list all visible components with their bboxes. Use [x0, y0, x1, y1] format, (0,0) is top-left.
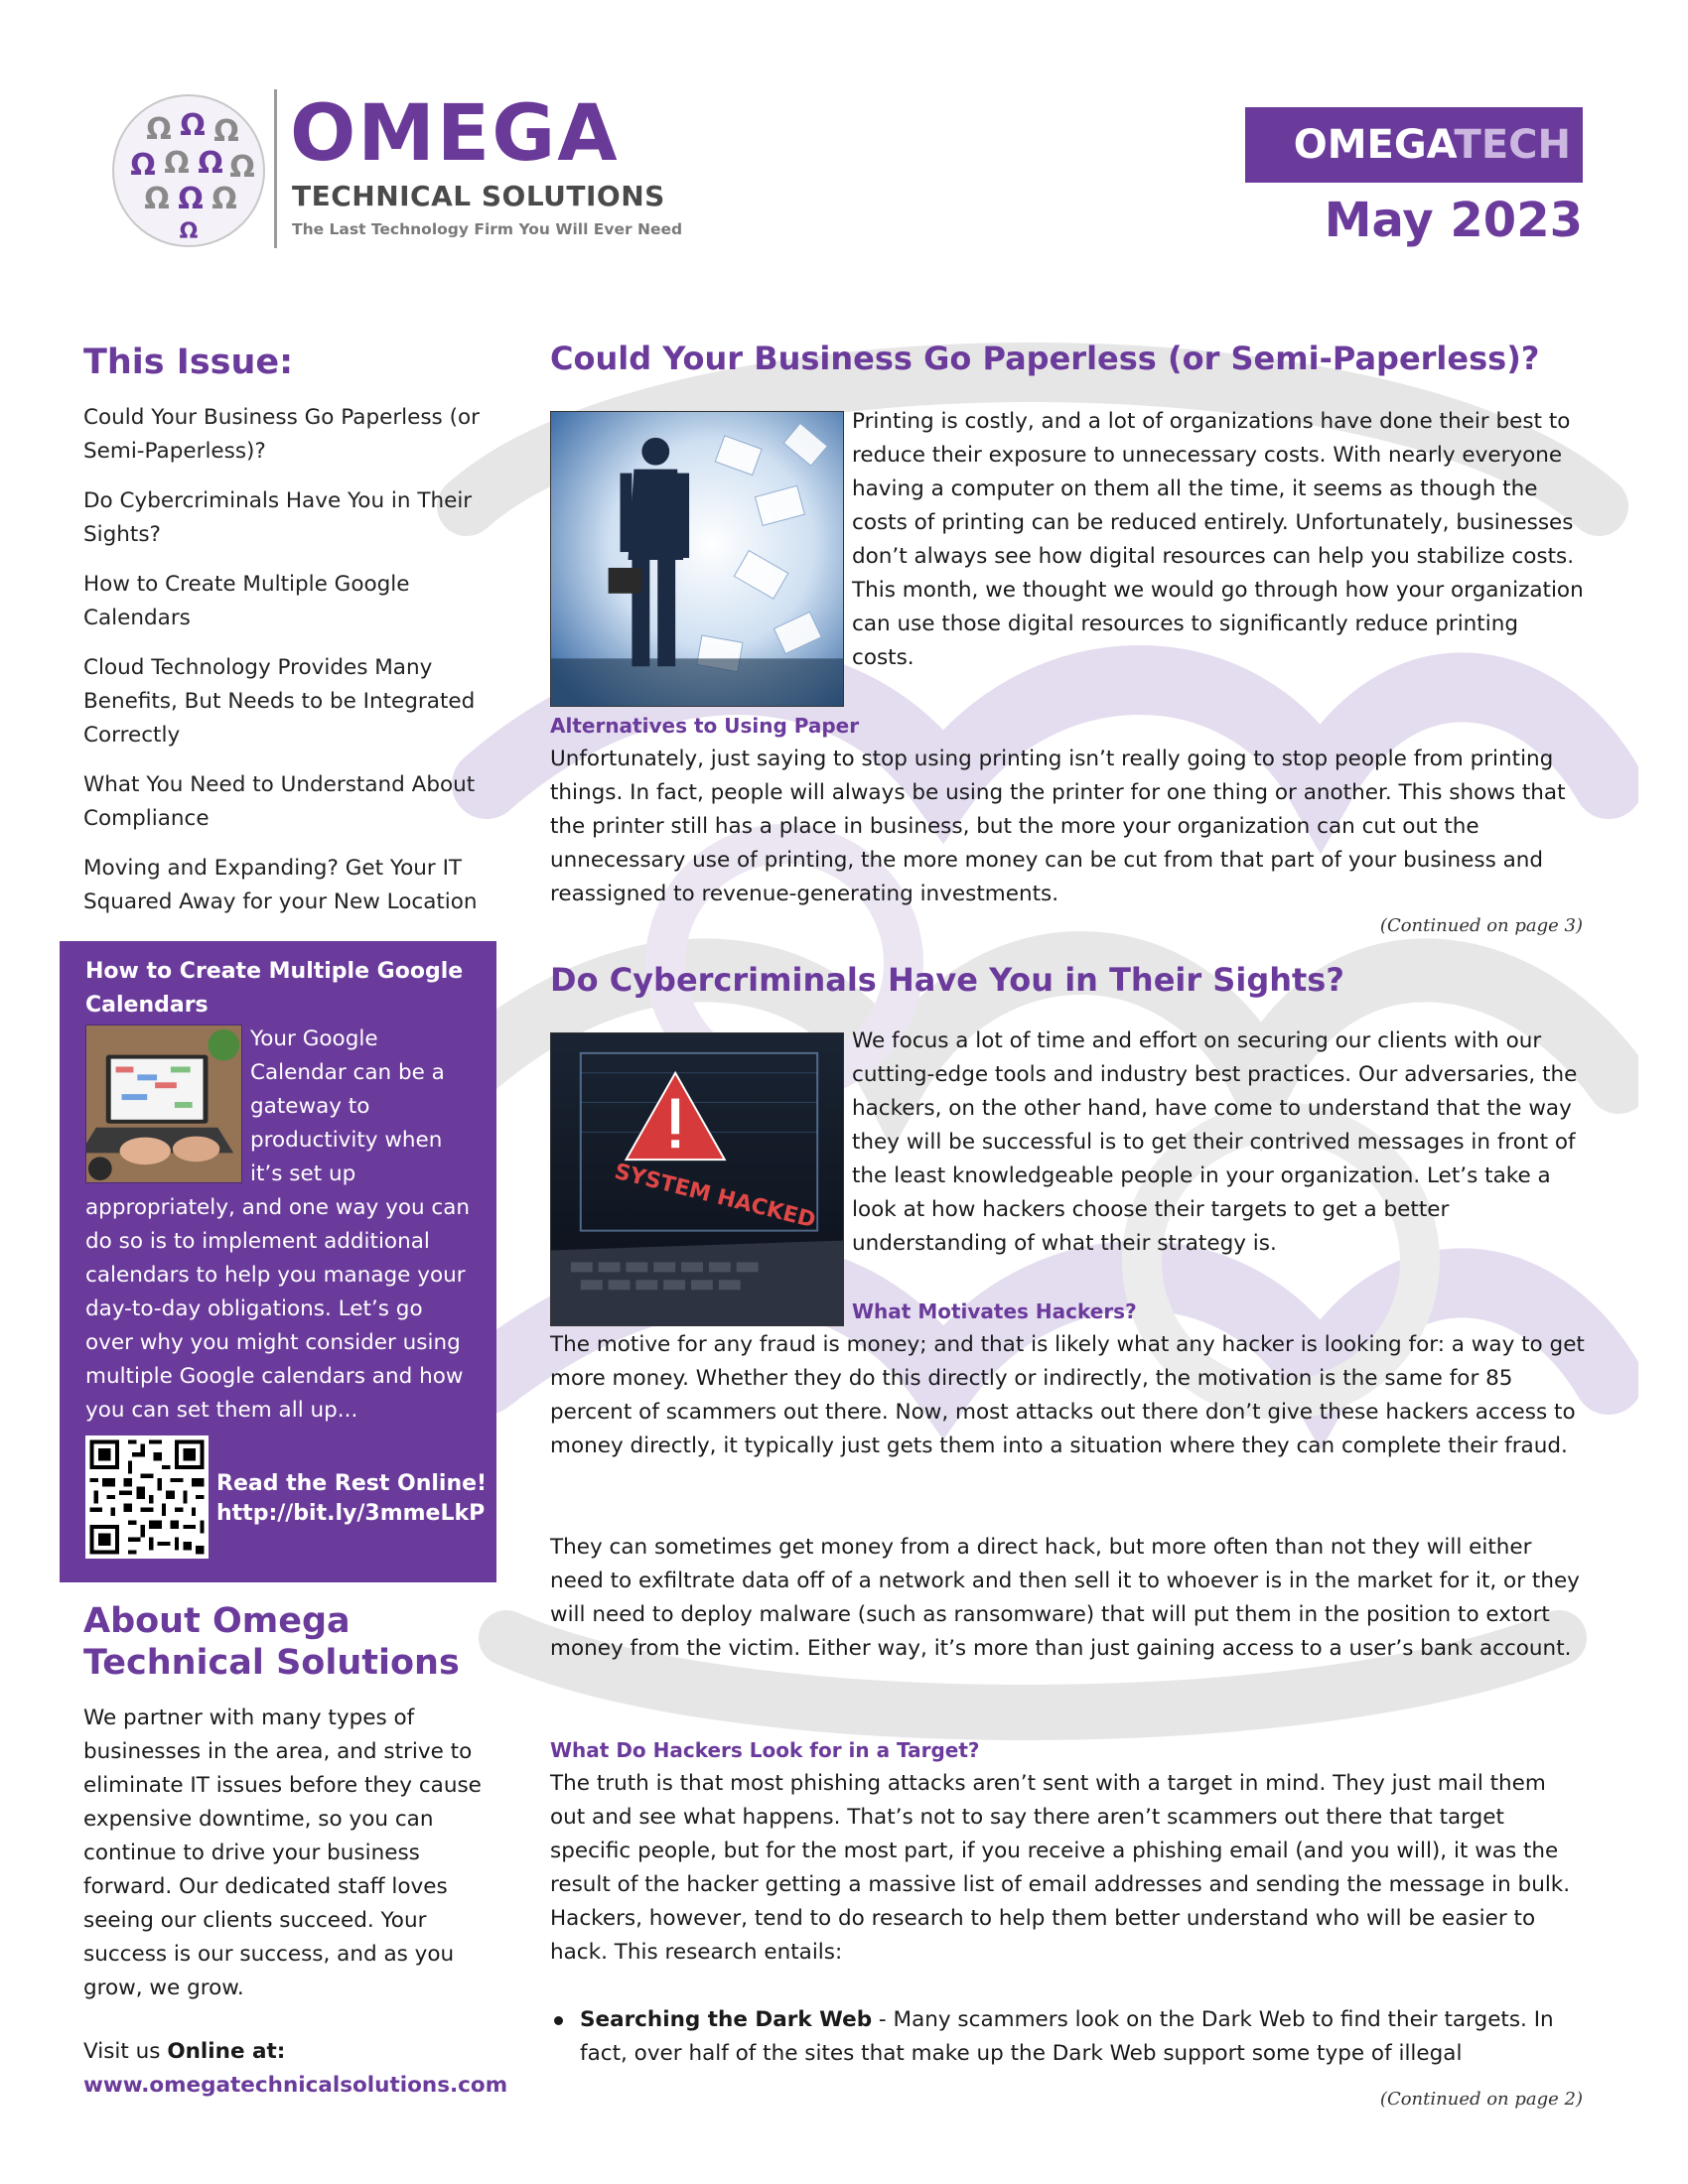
svg-text:Ω: Ω	[213, 114, 239, 149]
toc-item: Could Your Business Go Paperless (or Semi-Paperless)?	[83, 405, 480, 464]
list-item	[550, 2003, 1587, 2071]
read-more-label: Read the Rest Online!	[216, 1471, 488, 1496]
about-title	[83, 1600, 460, 1684]
article-cyber-subheading-targets: What Do Hackers Look for in a Target?	[550, 1738, 980, 1762]
article-cyber-continued: (Continued on page 2)	[1379, 2089, 1583, 2110]
toc-item: What You Need to Understand About Compliance	[83, 772, 476, 831]
svg-text:Ω: Ω	[144, 182, 170, 216]
logo-wordmark: OMEGA	[290, 89, 620, 179]
article-paperless-body: Unfortunately, just saying to stop using printing isn’t really going to stop people from printing things. In fact, people will always be using the printer for one thing or another. This shows that the printer still has a place in business, but the more your organization can cut out the unnecessary use of printing, the more money can be cut from that part of your business and reassigned to revenue-generating investments.	[550, 747, 1566, 906]
omega-globe-logo-icon	[109, 91, 268, 250]
svg-text:Ω: Ω	[229, 150, 255, 185]
visit-bold: Online at:	[167, 2039, 286, 2064]
svg-text:Ω: Ω	[164, 146, 190, 181]
bullet-text: - Many scammers look on the Dark Web to find their targets. In fact, over half of the sites that make up the Dark Web support some type of illegal	[580, 2007, 1554, 2066]
toc-title: This Issue:	[83, 342, 294, 382]
system-hacked-laptop-photo	[550, 1032, 844, 1326]
qr-code-icon[interactable]	[85, 1435, 209, 1559]
logo-subtitle: TECHNICAL SOLUTIONS	[292, 180, 665, 212]
toc-item: Moving and Expanding? Get Your IT Squared Away for your New Location	[83, 856, 478, 914]
article-paperless-continued: (Continued on page 3)	[1379, 915, 1583, 936]
article-cyber-body-3: The truth is that most phishing attacks aren’t sent with a target in mind. They just mail them out and see what happens. That’s not to say there aren’t scammers out there that target specific people, but for the most part, if you receive a phishing email (and you will), it was the result of the hacker getting a massive list of email addresses and sending the message in bulk. Hackers, however, tend to do research to help them better understand who will be easier to hack. This research entails:	[550, 1771, 1571, 1965]
feature-box-title: How to Create Multiple Google Calendars	[85, 959, 464, 1018]
article-cyber-title: Do Cybercriminals Have You in Their Sights?	[550, 961, 1344, 999]
article-paperless-subheading: Alternatives to Using Paper	[550, 714, 860, 738]
feature-box-text: Your Google Calendar can be a gateway to productivity when it’s set up appropriately, and one way you can do so is to implement additional calendars to help you manage your day-to-day obligations. Let’s go over why you might consider using multiple Google calendars and how you can set them all up...	[85, 1026, 471, 1423]
article-cyber-lead: We focus a lot of time and effort on securing our clients with our cutting-edge tools and industry best practices. Our adversaries, the hackers, on the other hand, have come to understand that the way they will be successful is to get their contrived messages in front of the least knowledgeable people in your organization. Let’s take a look at how hackers choose their targets to get a better understanding of what their strategy is.	[852, 1028, 1578, 1256]
logo-tagline: The Last Technology Firm You Will Ever Need	[292, 220, 683, 238]
article-paperless-lead: Printing is costly, and a lot of organizations have done their best to reduce their exposure to unnecessary costs. With nearly everyone having a computer on them all the time, it seems as though the costs of printing can be reduced entirely. Unfortunately, businesses don’t always see how digital resources can help you stabilize costs. This month, we thought we would go through how your organization can use those digital resources to significantly reduce printing costs.	[852, 409, 1584, 670]
issue-date: May 2023	[1324, 193, 1583, 248]
svg-text:Ω: Ω	[178, 182, 204, 216]
visit-line	[83, 2035, 285, 2069]
about-text: We partner with many types of businesses in the area, and strive to eliminate IT issues before they cause expensive downtime, so you can continue to drive your business forward. Our dedicated staff loves seeing our clients succeed. Your success is our success, and as you grow, we grow.	[83, 1706, 482, 2000]
laptop-calendar-photo	[85, 1024, 242, 1183]
read-more-block	[216, 1469, 487, 1529]
article-paperless-title: Could Your Business Go Paperless (or Semi-Paperless)?	[550, 340, 1540, 377]
article-cyber-body-1: The motive for any fraud is money; and that is likely what any hacker is looking for: a way to get more money. Whether they do this directly or indirectly, the motivation is the same for 85 percent of scammers out there. Now, most attacks out there don’t give these hackers access to money directly, it typically just gets them into a situation where they can complete their fraud.	[550, 1332, 1585, 1458]
toc-item: Do Cybercriminals Have You in Their Sights?	[83, 488, 473, 547]
about-title-line1: About Omega	[83, 1601, 351, 1641]
logo-divider	[274, 89, 277, 248]
feature-box-google-calendars	[60, 941, 496, 1582]
visit-prefix: Visit us	[83, 2039, 168, 2064]
svg-text:Ω: Ω	[146, 112, 172, 147]
toc-item: How to Create Multiple Google Calendars	[83, 572, 410, 630]
newsletter-brand	[1245, 107, 1583, 183]
read-more-link[interactable]: http://bit.ly/3mmeLkP	[216, 1501, 486, 1526]
brand-part-tech: TECH	[1454, 122, 1571, 168]
svg-text:Ω: Ω	[211, 182, 237, 216]
toc-item: Cloud Technology Provides Many Benefits, But Needs to be Integrated Correctly	[83, 655, 476, 748]
system-hacked-text: SYSTEM HACKED	[612, 1159, 818, 1234]
businessman-paper-tunnel-photo	[550, 411, 844, 707]
svg-text:Ω: Ω	[180, 108, 206, 143]
bullet-bold: Searching the Dark Web	[580, 2007, 873, 2032]
article-cyber-bullets	[550, 2003, 1587, 2071]
article-cyber-body-2: They can sometimes get money from a direct hack, but more often than not they will either need to exfiltrate data off of a network and then sell it to whoever is in the market for it, or they will need to deploy malware (such as ransomware) that will put them in the position to extort money from the victim. Either way, it’s more than just gaining access to a user’s bank account.	[550, 1535, 1580, 1661]
article-cyber-subheading-motives: What Motivates Hackers?	[852, 1299, 1137, 1323]
svg-text:Ω: Ω	[198, 146, 223, 181]
svg-text:Ω: Ω	[179, 219, 199, 244]
about-title-line2: Technical Solutions	[83, 1643, 460, 1683]
website-link[interactable]: www.omegatechnicalsolutions.com	[83, 2073, 508, 2098]
toc-list	[83, 401, 520, 935]
brand-part-omega: OMEGA	[1293, 122, 1455, 168]
svg-text:Ω: Ω	[130, 148, 156, 183]
